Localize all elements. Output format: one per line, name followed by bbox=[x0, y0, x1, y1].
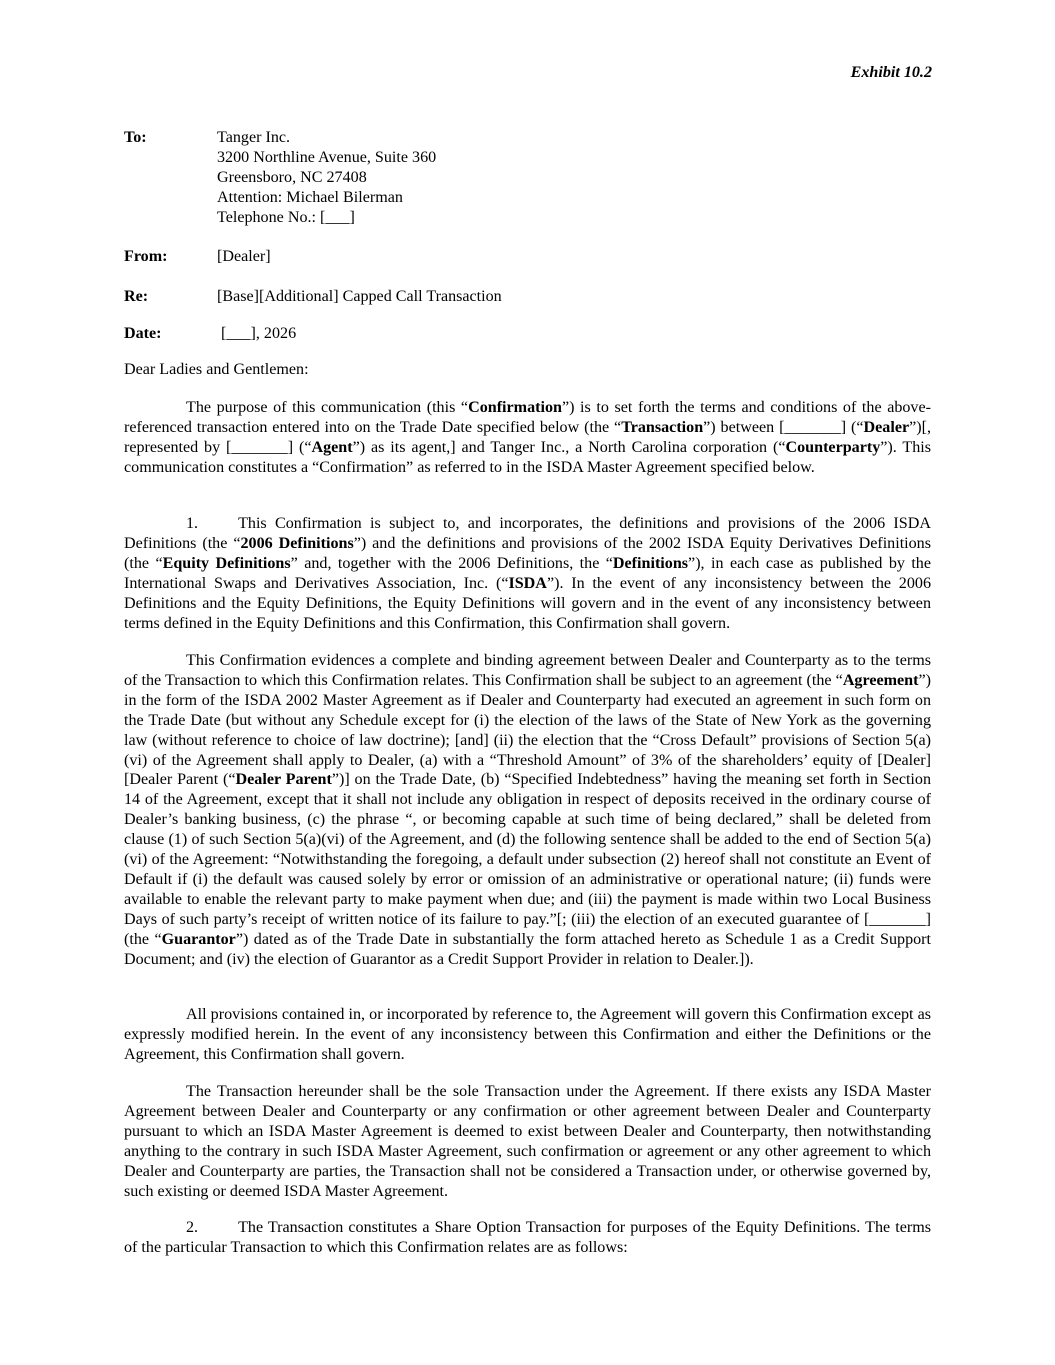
defined-term: Transaction bbox=[621, 418, 704, 436]
paragraph-text: ”) and the definitions and provisions of the 2002 ISDA Equity Derivatives Definitions (the “ bbox=[124, 534, 931, 572]
paragraph-text: ” and, together with the 2006 Definitions, the “ bbox=[290, 554, 613, 572]
defined-term: Dealer Parent bbox=[235, 771, 332, 789]
section-number: 2. bbox=[186, 1219, 199, 1236]
paragraph-sole-transaction bbox=[124, 1082, 931, 1201]
to-line: Attention: Michael Bilerman bbox=[217, 188, 403, 206]
defined-term: 2006 Definitions bbox=[240, 534, 354, 552]
to-line: Greensboro, NC 27408 bbox=[217, 168, 367, 186]
paragraph-provisions bbox=[124, 1005, 931, 1065]
to-label: To: bbox=[124, 129, 147, 146]
paragraph-text: The Transaction hereunder shall be the sole Transaction under the Agreement. If there exists any ISDA Master Agreement between Dealer and Counterparty or any confirmation or other agreement between Dealer and Counterparty pursuant to which an ISDA Master Agreement is deemed to exist between Dealer and Counterparty, then notwithstanding anything to the contrary in such ISDA Master Agreement, such confirmation or agreement or any other agreement to which Dealer and Counterparty are parties, the Transaction shall not be considered a Transaction under, or otherwise governed by, such existing or deemed ISDA Master Agreement. bbox=[124, 1083, 931, 1200]
salutation: Dear Ladies and Gentlemen: bbox=[124, 361, 309, 378]
from-label: From: bbox=[124, 248, 168, 265]
paragraph-text: The purpose of this communication (this “ bbox=[186, 399, 469, 416]
from-value: [Dealer] bbox=[217, 248, 271, 265]
paragraph-agreement bbox=[124, 651, 931, 970]
paragraph-text: ”). In the event of any inconsistency between the 2006 Definitions and the Equity Definitions, the Equity Definitions will govern and in the event of any inconsistency between terms defined in the Equity Definitions and this Confirmation, this Confirmation shall govern. bbox=[124, 574, 931, 632]
date-value: [___], 2026 bbox=[217, 325, 297, 342]
defined-term: Definitions bbox=[612, 554, 689, 572]
to-line: Tanger Inc. bbox=[217, 129, 291, 146]
paragraph-text: ”)[, represented by [_______] (“ bbox=[124, 418, 931, 456]
defined-term: Agreement bbox=[842, 671, 919, 689]
defined-term: Confirmation bbox=[468, 399, 562, 416]
to-line: Telephone No.: [___] bbox=[217, 208, 355, 226]
paragraph-section-1 bbox=[124, 514, 931, 633]
defined-term: Dealer bbox=[863, 418, 910, 436]
paragraph-text: ”), in each case as published by the International Swaps and Derivatives Association, Inc. (“ bbox=[124, 554, 931, 592]
defined-term: Guarantor bbox=[161, 930, 236, 948]
section-number: 1. bbox=[186, 515, 199, 532]
paragraph-text: ”)] on the Trade Date, (b) “Specified Indebtedness” having the meaning set forth in Section 14 of the Agreement, except that it shall not include any obligation in respect of deposits received in the ordinary course of Dealer’s banking business, (c) the phrase “, or becoming capable at such time of being declared,” shall be deleted from clause (1) of such Section 5(a)(vi) of the Agreement, and (d) the following sentence shall be added to the end of Section 5(a)(vi) of the Agreement: “Notwithstanding the foregoing, a default under subsection (2) hereof shall not constitute an Event of Default if (i) the default was caused solely by error or omission of an administrative or operational nature; (ii) funds were available to enable the relevant party to make payment when due; and (iii) the payment is made within two Local Business Days of such party’s receipt of written notice of its failure to pay.”[; (iii) the election of an executed guarantee of [_______] (the “ bbox=[124, 771, 931, 948]
paragraph-text: The Transaction constitutes a Share Option Transaction for purposes of the Equity Definitions. The terms of the particular Transaction to which this Confirmation relates are as follows: bbox=[124, 1219, 931, 1256]
to-address bbox=[217, 128, 436, 227]
re-value: [Base][Additional] Capped Call Transaction bbox=[217, 288, 502, 305]
paragraph-text: All provisions contained in, or incorporated by reference to, the Agreement will govern this Confirmation except as expressly modified herein. In the event of any inconsistency between this Confirmation and either the Definitions or the Agreement, this Confirmation shall govern. bbox=[124, 1006, 931, 1063]
exhibit-label: Exhibit 10.2 bbox=[850, 64, 932, 81]
defined-term: Counterparty bbox=[785, 438, 881, 456]
paragraph-text: ”) dated as of the Trade Date in substantially the form attached hereto as Schedule 1 as a Credit Support Document; and (iv) the election of Guarantor as a Credit Support Provider in relation to Dealer.]). bbox=[124, 930, 931, 968]
paragraph-text: ”) is to set forth the terms and conditions of the above-referenced transaction entered into on the Trade Date specified below (the “ bbox=[124, 399, 931, 436]
defined-term: ISDA bbox=[508, 574, 547, 592]
defined-term: Agent bbox=[311, 438, 353, 456]
date-label: Date: bbox=[124, 325, 162, 342]
paragraph-text: ”) between [_______] (“ bbox=[703, 418, 864, 436]
defined-term: Equity Definitions bbox=[162, 554, 291, 572]
paragraph-section-2 bbox=[124, 1218, 931, 1258]
paragraph-text: ”) in the form of the ISDA 2002 Master Agreement as if Dealer and Counterparty had executed an agreement in such form on the Trade Date (but without any Schedule except for (i) the election of the laws of the State of New York as the governing law (without reference to choice of law doctrine); [and] (ii) the election that the “Cross Default” provisions of Section 5(a)(vi) of the Agreement shall apply to Dealer, (a) with a “Threshold Amount” of 3% of the shareholders’ equity of [Dealer][Dealer Parent (“ bbox=[124, 671, 931, 789]
paragraph-text: This Confirmation is subject to, and incorporates, the definitions and provisions of the 2006 ISDA Definitions (the “ bbox=[124, 515, 931, 552]
to-line: 3200 Northline Avenue, Suite 360 bbox=[217, 148, 437, 166]
re-label: Re: bbox=[124, 288, 149, 305]
paragraph-purpose bbox=[124, 398, 931, 478]
paragraph-text: ”) as its agent,] and Tanger Inc., a North Carolina corporation (“ bbox=[352, 438, 786, 456]
paragraph-text: ”). This communication constitutes a “Confirmation” as referred to in the ISDA Master Agreement specified below. bbox=[124, 438, 931, 476]
paragraph-text: This Confirmation evidences a complete and binding agreement between Dealer and Counterparty as to the terms of the Transaction to which this Confirmation relates. This Confirmation shall be subject to an agreement (the “ bbox=[124, 652, 931, 689]
